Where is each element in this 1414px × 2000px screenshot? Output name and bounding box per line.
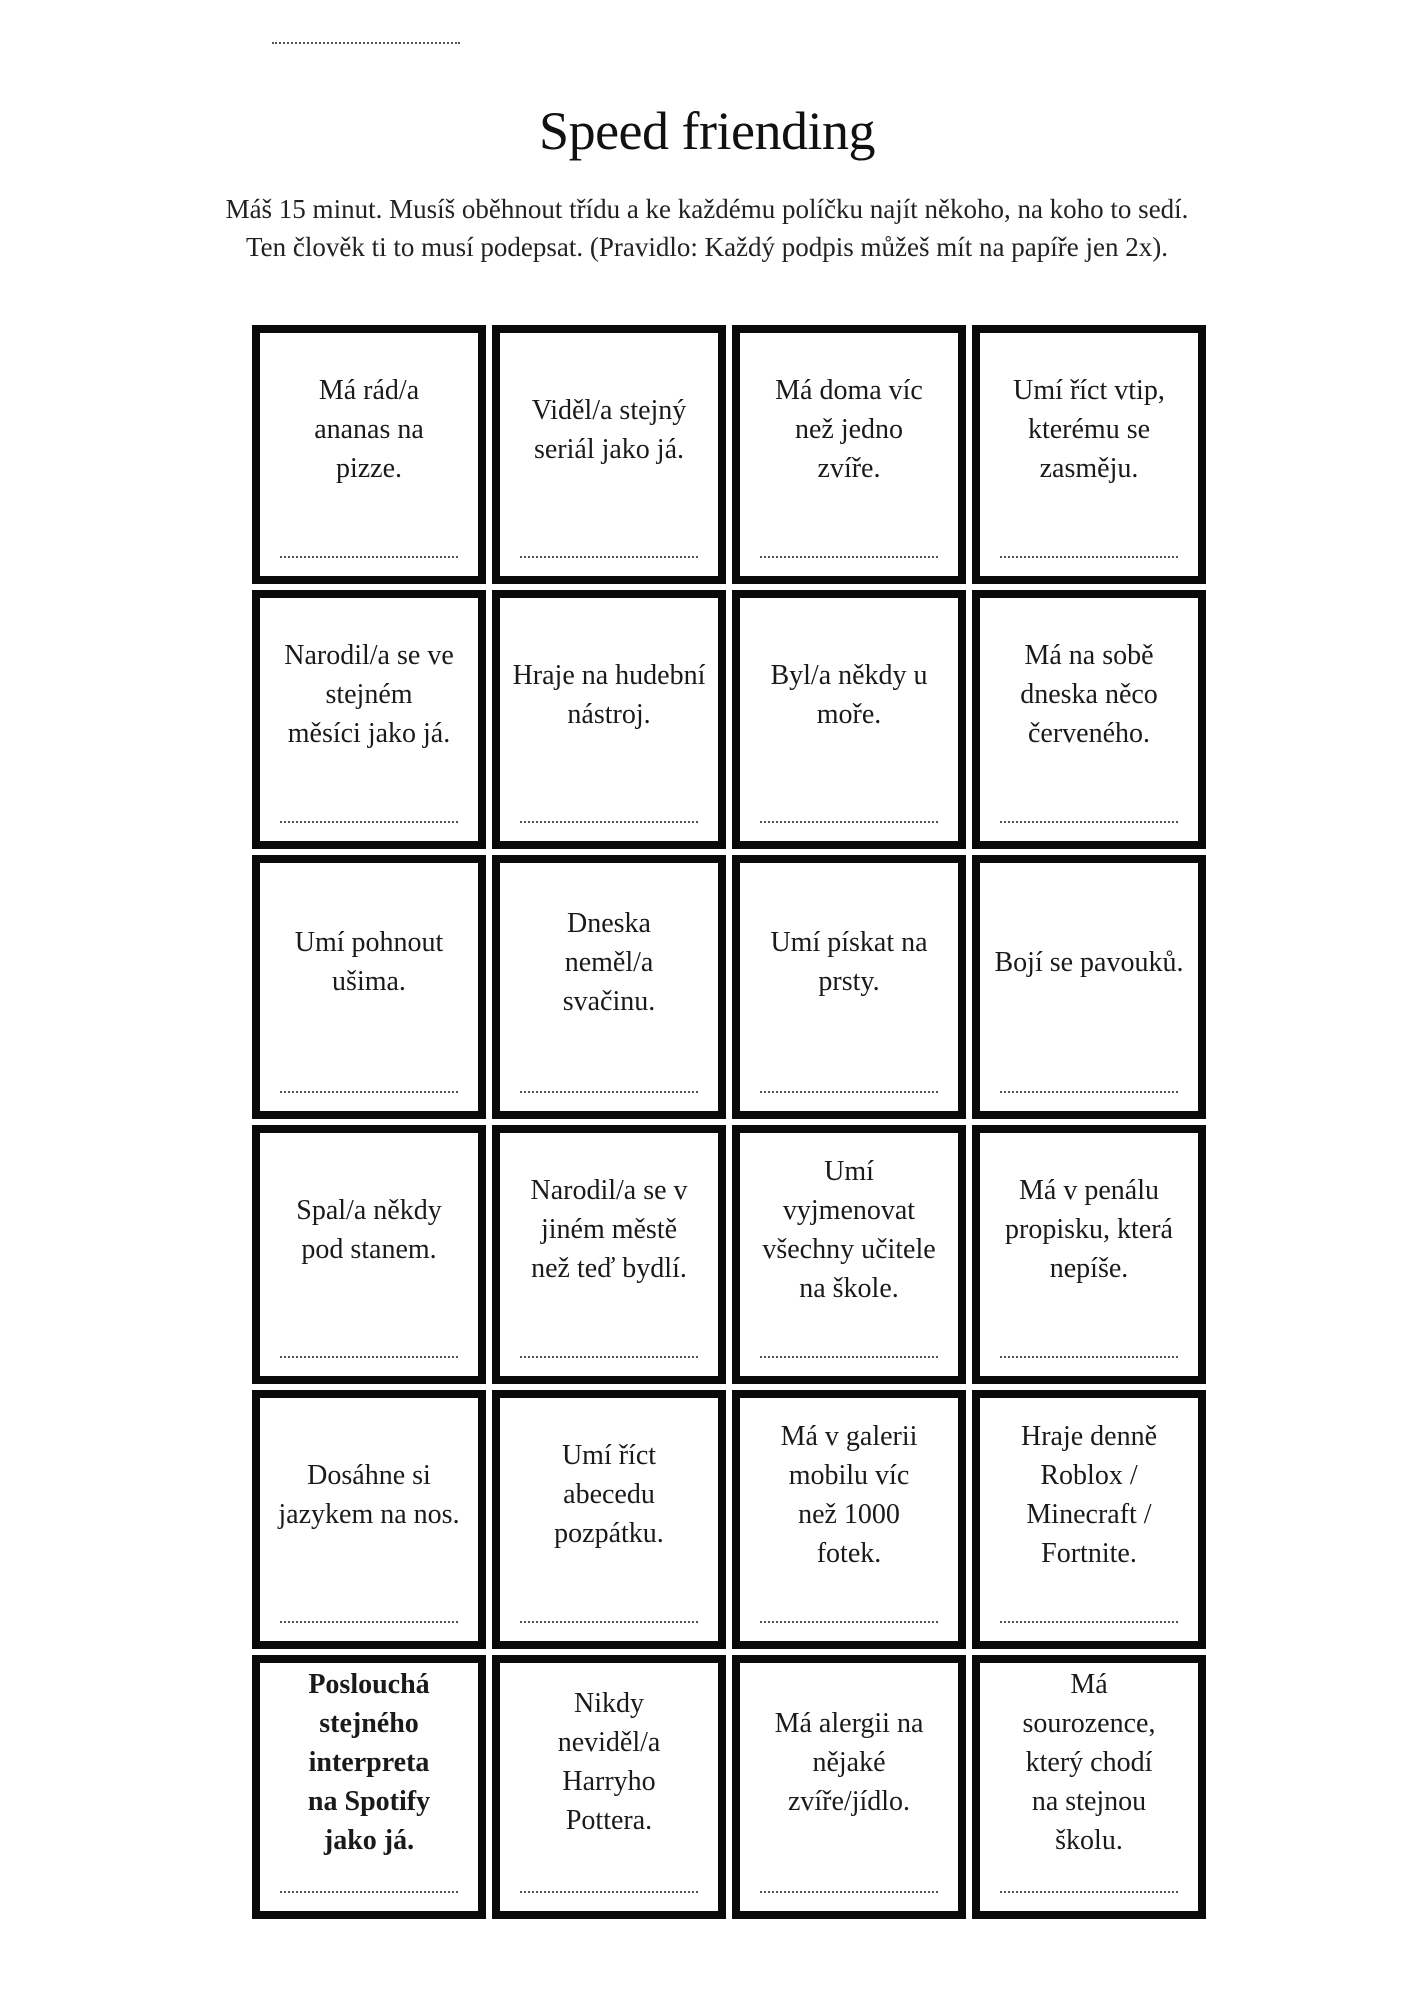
- bingo-cell-text: Narodil/a se ve stejném měsíci jako já.: [284, 640, 454, 749]
- bingo-cell: [972, 325, 1206, 584]
- bingo-cell-text: Umí pohnout ušima.: [294, 927, 444, 997]
- signature-line[interactable]: [1000, 821, 1178, 823]
- signature-line[interactable]: [760, 1091, 938, 1093]
- signature-line[interactable]: [1000, 1891, 1178, 1893]
- bingo-cell-text: Má doma víc než jedno zvíře.: [775, 375, 923, 484]
- bingo-cell-text: Bojí se pavouků.: [994, 946, 1184, 978]
- bingo-cell-text: Umí vyjmenovat všechny učitele na škole.: [762, 1155, 936, 1304]
- signature-line[interactable]: [520, 821, 698, 823]
- bingo-cell-text: Hraje na hudební nástroj.: [512, 659, 706, 730]
- signature-line[interactable]: [760, 1621, 938, 1623]
- bingo-cell-text: Má v penálu propisku, která nepíše.: [1005, 1175, 1173, 1284]
- bingo-cell-text: Viděl/a stejný seriál jako já.: [531, 394, 687, 465]
- bingo-cell: [972, 1655, 1206, 1919]
- bingo-cell-text: Spal/a někdy pod stanem.: [296, 1194, 442, 1265]
- bingo-cell: [252, 1655, 486, 1919]
- bingo-cell: [492, 325, 726, 584]
- bingo-cell: [252, 325, 486, 584]
- signature-line[interactable]: [760, 1356, 938, 1358]
- bingo-cell-text: Umí říct abecedu pozpátku.: [554, 1440, 664, 1549]
- signature-line[interactable]: [280, 1091, 458, 1093]
- page-title: Speed friending: [539, 101, 875, 161]
- bingo-cell-text: Dosáhne si jazykem na nos.: [278, 1459, 460, 1530]
- bingo-cell: [732, 1655, 966, 1919]
- signature-line[interactable]: [280, 1891, 458, 1893]
- bingo-cell: [732, 855, 966, 1119]
- signature-line[interactable]: [520, 1091, 698, 1093]
- signature-line[interactable]: [280, 1356, 458, 1358]
- bingo-cell: [972, 855, 1206, 1119]
- bingo-cell: [492, 1655, 726, 1919]
- signature-line[interactable]: [760, 556, 938, 558]
- bingo-cell: [972, 1125, 1206, 1384]
- bingo-cell: [972, 1390, 1206, 1649]
- bingo-cell: [252, 855, 486, 1119]
- bingo-cell-text: Umí říct vtip, kterému se zasměju.: [1013, 375, 1165, 484]
- signature-line[interactable]: [280, 556, 458, 558]
- bingo-cell-text: Má sourozence, který chodí na stejnou školu.: [1022, 1668, 1156, 1856]
- signature-line[interactable]: [280, 821, 458, 823]
- signature-line[interactable]: [1000, 1621, 1178, 1623]
- signature-line[interactable]: [1000, 556, 1178, 558]
- bingo-cell-text: Byl/a někdy u moře.: [770, 659, 928, 730]
- bingo-cell: [732, 590, 966, 849]
- signature-line[interactable]: [1000, 1091, 1178, 1093]
- bingo-cell-text: Nikdy neviděl/a Harryho Pottera.: [557, 1688, 661, 1836]
- signature-line[interactable]: [520, 1621, 698, 1623]
- bingo-cell-text: Má na sobě dneska něco červeného.: [1020, 640, 1158, 749]
- bingo-cell-text: Má rád/a ananas na pizze.: [314, 375, 424, 484]
- bingo-cell: [492, 1125, 726, 1384]
- bingo-cell: [252, 1390, 486, 1649]
- top-signature-line: [272, 42, 460, 44]
- bingo-cell: [732, 1390, 966, 1649]
- bingo-cell-text: Umí pískat na prsty.: [770, 927, 928, 997]
- bingo-cell: [252, 590, 486, 849]
- bingo-cell: [492, 1390, 726, 1649]
- bingo-cell: [492, 855, 726, 1119]
- bingo-cell-text: Narodil/a se v jiném městě než teď bydlí.: [530, 1175, 688, 1284]
- signature-line[interactable]: [520, 1356, 698, 1358]
- bingo-cell: [492, 590, 726, 849]
- bingo-cell: [972, 590, 1206, 849]
- bingo-cell: [252, 1125, 486, 1384]
- signature-line[interactable]: [520, 1891, 698, 1893]
- bingo-cell-text: Poslouchá stejného interpreta na Spotify jako já.: [307, 1668, 431, 1856]
- signature-line[interactable]: [760, 821, 938, 823]
- signature-line[interactable]: [760, 1891, 938, 1893]
- bingo-cell: [732, 1125, 966, 1384]
- bingo-cell-text: Hraje denně Roblox / Minecraft / Fortnite.: [1020, 1420, 1158, 1569]
- bingo-cell-text: Dneska neměl/a svačinu.: [562, 907, 656, 1017]
- bingo-cell: [732, 325, 966, 584]
- bingo-grid: [252, 325, 1218, 1925]
- instructions-line-2: Ten člověk ti to musí podepsat. (Pravidlo: Každý podpis můžeš mít na papíře jen 2x).: [246, 232, 1168, 262]
- signature-line[interactable]: [280, 1621, 458, 1623]
- signature-line[interactable]: [520, 556, 698, 558]
- instructions: [100, 190, 1314, 266]
- signature-line[interactable]: [1000, 1356, 1178, 1358]
- instructions-line-1: Máš 15 minut. Musíš oběhnout třídu a ke každému políčku najít někoho, na koho to sedí.: [225, 194, 1189, 224]
- bingo-cell-text: Má v galerii mobilu víc než 1000 fotek.: [780, 1420, 918, 1569]
- bingo-cell-text: Má alergii na nějaké zvíře/jídlo.: [774, 1707, 924, 1817]
